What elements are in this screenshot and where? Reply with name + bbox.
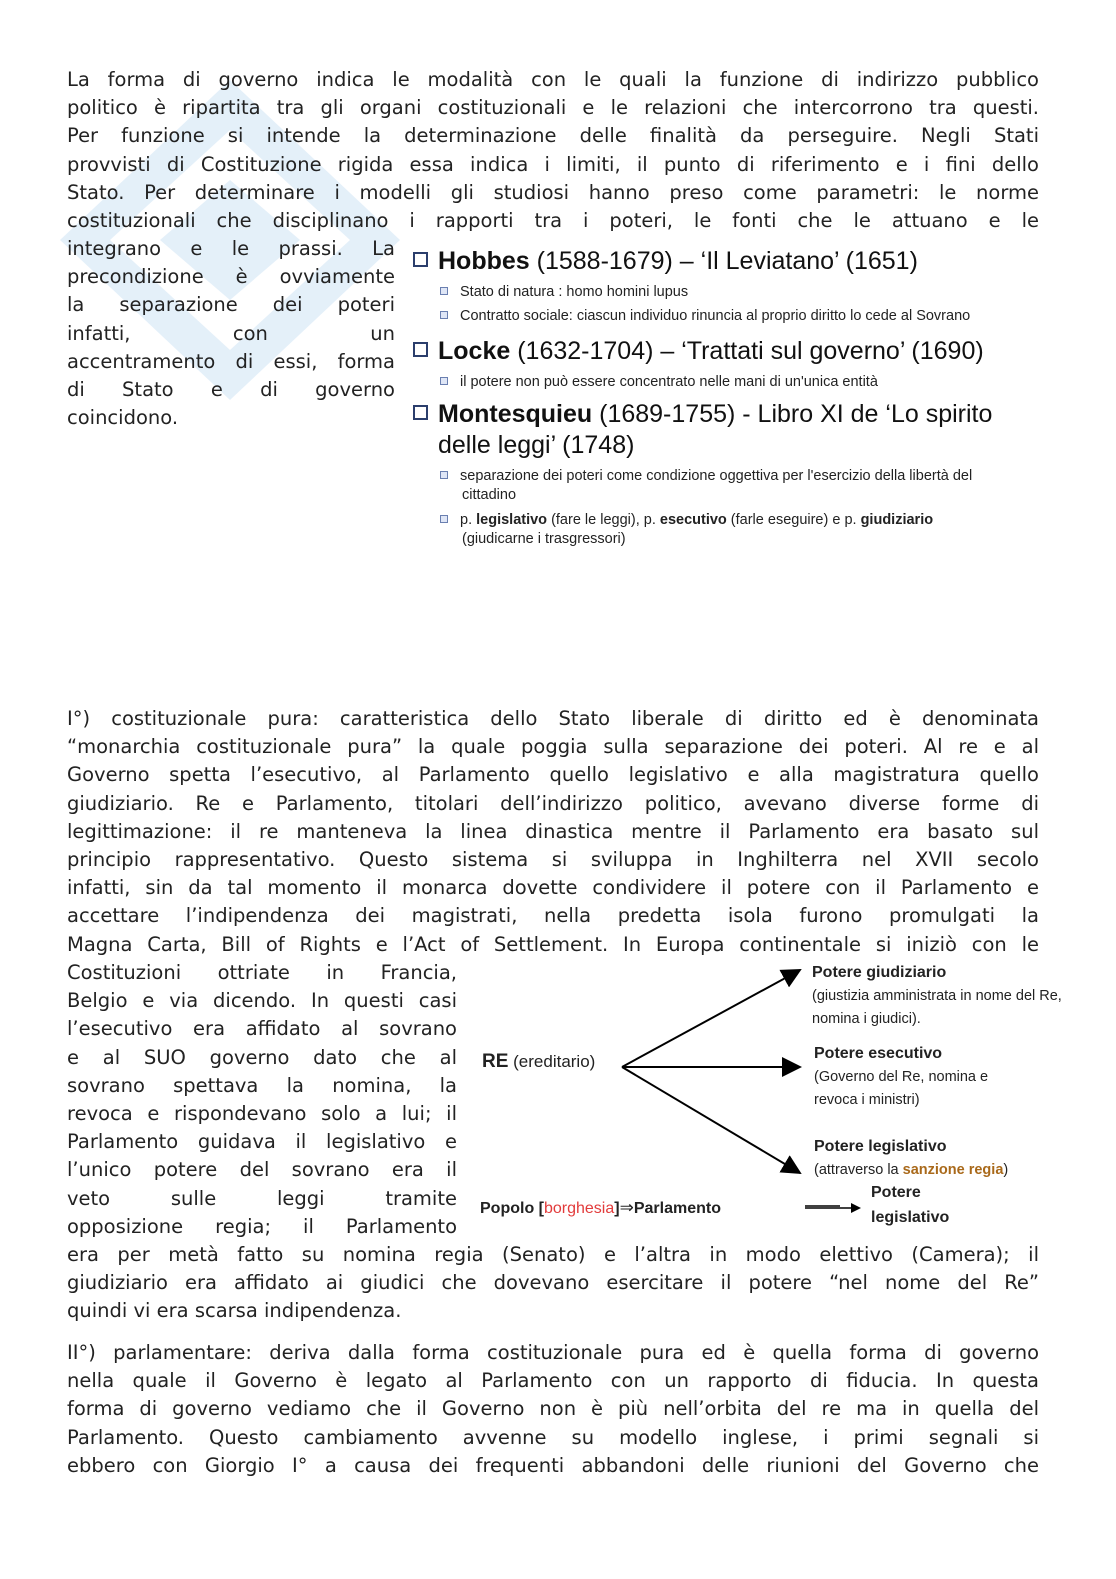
text-line: Costituzioni ottriate in Francia, [67,961,457,984]
text-line: II°) parlamentare: deriva dalla forma costituzionale pura ed è quella forma di governo [67,1341,1039,1364]
text-line: principio rappresentativo. Questo sistema si sviluppa in Inghilterra nel XVII secolo [67,848,1039,872]
philosopher-locke: Locke (1632-1704) – ‘Trattati sul governo’ (1690) [413,336,984,367]
montesquieu-title-line2: delle leggi’ (1748) [438,431,635,459]
text-line: veto sulle leggi tramite [67,1186,457,1210]
small-square-bullet-icon [440,287,448,295]
text-line: revoca e rispondevano solo a lui; il [67,1102,457,1126]
bullet-point-continuation: (giudicarne i trasgressori) [462,531,626,547]
text-line: opposizione regia; il Parlamento [67,1214,457,1238]
text-line: sovrano spettava la nomina, la [67,1073,457,1097]
bullet-point: separazione dei poteri come condizione oggettiva per l'esercizio della libertà del [440,467,972,486]
text-line: “monarchia costituzionale pura” la quale poggia sulla separazione dei poteri. Al re e al [67,735,1039,759]
text-line: l’unico potere del sovrano era il [67,1158,457,1182]
arrow-to-giudiziario [622,970,800,1067]
text-line: forma di governo vediamo che il Governo non è più nell’orbita del re ma in quella del [67,1397,1039,1421]
text-line: quindi vi era scarsa indipendenza. [67,1299,402,1323]
small-square-bullet-icon [440,471,448,479]
arrow-to-legislativo [622,1067,800,1173]
small-square-bullet-icon [440,311,448,319]
text-line: giudiziario era affidato ai giudici che dovevano esercitare il potere “nel nome del Re” [67,1271,1039,1295]
text-line: Belgio e via dicendo. In questi casi [67,989,457,1013]
bullet-point: Contratto sociale: ciascun individuo rinuncia al proprio diritto lo cede al Sovrano [440,307,970,326]
text-line: Parlamento. Questo cambiamento avvenne su modello inglese, i primi segnali si [67,1425,1039,1449]
costituzionale-pura-paragraph-tail [67,1241,1039,1326]
parlamentare-paragraph [67,1339,1039,1480]
potere-giudiziario-box: Potere giudiziario (giustizia amministrata in nome del Re, nomina i giudici). [812,964,1062,1027]
text-line: La forma di governo indica le modalità con le quali la funzione di indirizzo pubblico [67,68,1039,91]
philosopher-montesquieu: Montesquieu (1689-1755) - Libro XI de ‘Lo spirito [413,399,992,430]
text-line: Stato. Per determinare i modelli gli studiosi hanno preso come parametri: le norme [67,180,1039,204]
text-line: Governo spetta l’esecutivo, al Parlamento quello legislativo e alla magistratura quello [67,763,1039,787]
potere-legislativo-box: Potere legislativo (attraverso la sanzione regia) [814,1138,1009,1178]
costituzionale-pura-paragraph-narrow [67,959,457,1241]
text-line: ebbero con Giorgio I° a causa dei frequenti abbandoni delle riunioni del Governo che [67,1453,1039,1477]
text-line: infatti, con un [67,321,395,345]
text-line: infatti, sin da tal momento il monarca dovette condividere il potere con il Parlamento e [67,876,1039,900]
bullet-point-continuation: cittadino [462,487,517,503]
potere-esecutivo-box: Potere esecutivo (Governo del Re, nomina e revoca i ministri) [814,1045,989,1108]
text-line: Magna Carta, Bill of Rights e l’Act of Settlement. In Europa continentale si iniziò con le [67,932,1039,956]
text-line: Parlamento guidava il legislativo e [67,1130,457,1154]
text-line: accentramento di essi, forma [67,349,395,373]
square-bullet-icon [413,342,428,357]
text-line: era per metà fatto su nomina regia (Senato) e l’altra in modo elettivo (Camera); il [67,1243,1039,1266]
text-line: coincidono. [67,406,179,430]
text-line: e al SUO governo dato che al [67,1045,457,1069]
text-line: I°) costituzionale pura: caratteristica dello Stato liberale di diritto ed è denominata [67,707,1039,730]
philosopher-hobbes: Hobbes (1588-1679) – ‘Il Leviatano’ (1651) [413,246,918,277]
bullet-point: Stato di natura : homo homini lupus [440,283,688,302]
text-line: legittimazione: il re manteneva la linea dinastica mentre il Parlamento era basato sul [67,819,1039,843]
square-bullet-icon [413,252,428,267]
costituzionale-pura-paragraph [67,705,1039,959]
bullet-point: p. legislativo (fare le leggi), p. esecutivo (farle eseguire) e p. giudiziario [440,511,933,530]
square-bullet-icon [413,405,428,420]
potere-legislativo-end: Potere legislativo [871,1184,950,1226]
intro-paragraph-narrow [67,235,395,432]
text-line: nella quale il Governo è legato al Parlamento con un rapporto di fiducia. In questa [67,1369,1039,1393]
bullet-point: il potere non può essere concentrato nelle mani di un'unica entità [440,373,878,392]
text-line: l’esecutivo era affidato al sovrano [67,1017,457,1041]
text-line: accettare l’indipendenza dei magistrati, nella predetta isola furono promulgati la [67,904,1039,928]
small-square-bullet-icon [440,515,448,523]
text-line: la separazione dei poteri [67,293,395,317]
intro-paragraph [67,66,1039,235]
diagram-arrows [600,960,840,1220]
text-line: politico è ripartita tra gli organi costituzionali e le relazioni che intercorrono tra questi. [67,96,1039,120]
small-square-bullet-icon [440,377,448,385]
text-line: provvisti di Costituzione rigida essa indica i limiti, il punto di riferimento e i fini dello [67,152,1039,176]
text-line: costituzionali che disciplinano i rapporti tra i poteri, le fonti che le attuano e le [67,209,1039,233]
arrow-right-icon [803,1198,863,1218]
popolo-parlamento-label: Popolo [borghesia]⇒Parlamento [480,1198,721,1217]
text-line: precondizione è ovviamente [67,265,395,289]
re-label: RE (ereditario) [482,1051,596,1072]
text-line: giudiziario. Re e Parlamento, titolari dell’indirizzo politico, avevano diverse forme di [67,791,1039,815]
text-line: Per funzione si intende la determinazione delle finalità da perseguire. Negli Stati [67,124,1039,148]
text-line: integrano e le prassi. La [67,237,395,260]
text-line: di Stato e di governo [67,378,395,402]
